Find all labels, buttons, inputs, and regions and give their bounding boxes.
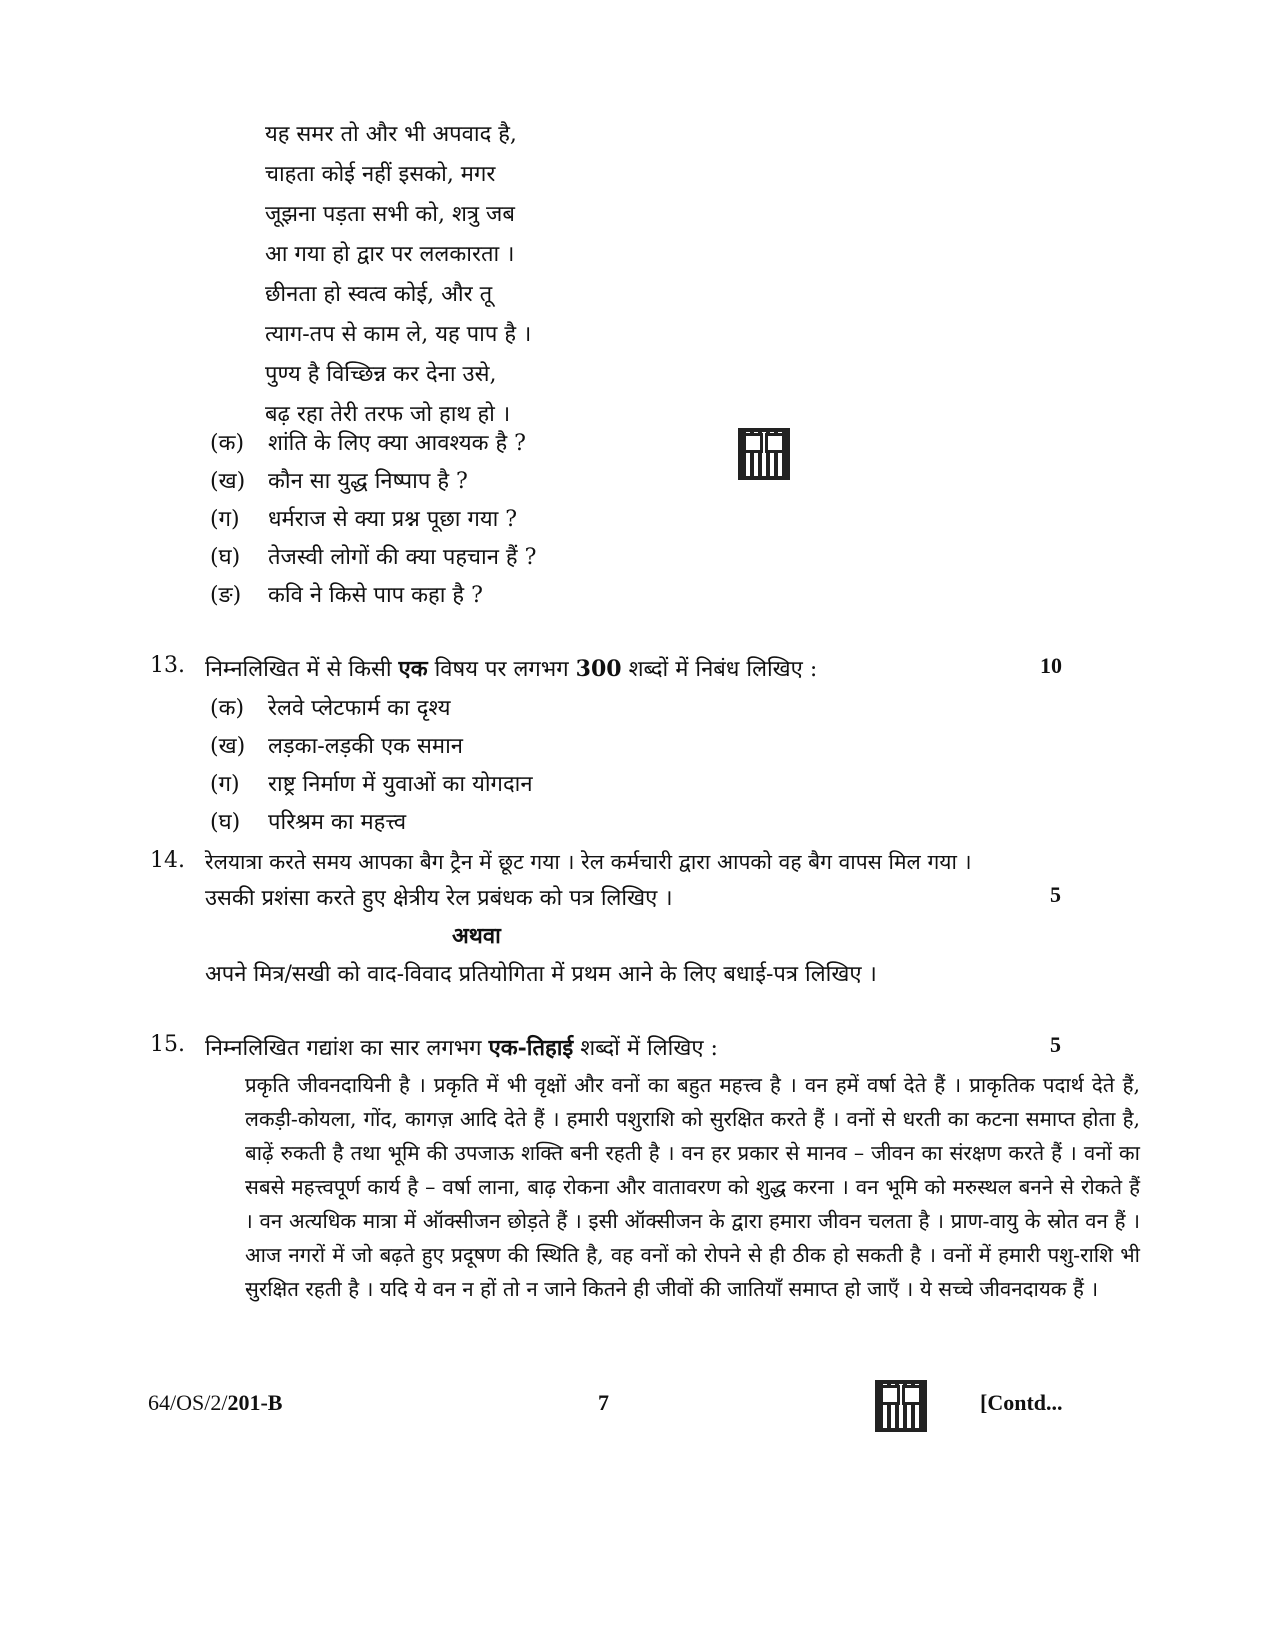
qr-code-icon: [738, 428, 790, 480]
poem-line: त्याग-तप से काम ले, यह पाप है ।: [265, 322, 532, 347]
poem-line: छीनता हो स्वत्व कोई, और तू: [265, 282, 493, 307]
q14-marks: 5: [1050, 882, 1061, 907]
subquestion: (ङ) कवि ने किसे पाप कहा है ?: [210, 583, 483, 608]
subquestion: (घ) तेजस्वी लोगों की क्या पहचान हैं ?: [210, 545, 537, 570]
q15-passage: प्रकृति जीवनदायिनी है । प्रकृति में भी वृक्षों और वनों का बहुत महत्त्व है । वन हमें वर्षा देते हैं । प्राकृतिक पदार्थ देते हैं, लकड़ी-कोयला, गोंद, कागज़ आदि देते हैं । हमारी पशुराशि को सुरक्षित करते हैं । वनों से धरती का कटना समाप्त होता है, बाढ़ें रुकती है तथा भूमि की उपजाऊ शक्ति बनी रहती है । वन हर प्रकार से मानव – जीवन का संरक्षण करते हैं । वनों का सबसे महत्त्वपूर्ण कार्य है – वर्षा लाना, बाढ़ रोकना और वातावरण को शुद्ध करना । वन भूमि को मरुस्थल बनने से रोकते हैं । वन अत्यधिक मात्रा में ऑक्सीजन छोड़ते हैं । इसी ऑक्सीजन के द्वारा हमारा जीवन चलता है । प्राण-वायु के स्रोत वन हैं । आज नगरों में जो बढ़ते हुए प्रदूषण की स्थिति है, वह वनों को रोपने से ही ठीक हो सकती है । वनों में हमारी पशु-राशि भी सुरक्षित रहती है । यदि ये वन न हों तो न जाने कितने ही जीवों की जातियाँ समाप्त हो जाएँ । ये सच्चे जीवनदायक हैं ।: [245, 1073, 1140, 1301]
subquestion: (ग) धर्मराज से क्या प्रश्न पूछा गया ?: [210, 507, 518, 532]
q15-number: 15.: [150, 1032, 185, 1057]
poem-line: चाहता कोई नहीं इसको, मगर: [265, 162, 496, 187]
essay-option: (ग) राष्ट्र निर्माण में युवाओं का योगदान: [210, 772, 533, 797]
essay-option: (घ) परिश्रम का महत्त्व: [210, 810, 407, 835]
or-separator: अथवा: [452, 923, 501, 949]
q13-marks: 10: [1040, 653, 1062, 678]
continued-marker: [Contd...: [980, 1390, 1063, 1415]
q14-line2: उसकी प्रशंसा करते हुए क्षेत्रीय रेल प्रबंधक को पत्र लिखिए ।: [205, 886, 673, 911]
poem-line: पुण्य है विच्छिन्न कर देना उसे,: [265, 362, 497, 387]
q14-alternative: अपने मित्र/सखी को वाद-विवाद प्रतियोगिता में प्रथम आने के लिए बधाई-पत्र लिखिए ।: [205, 962, 877, 987]
page-number: 7: [598, 1390, 609, 1415]
poem-line: यह समर तो और भी अपवाद है,: [265, 122, 517, 147]
q12-subquestions: [210, 425, 536, 615]
subquestion: (क) शांति के लिए क्या आवश्यक है ?: [210, 431, 526, 456]
q14-line1: रेलयात्रा करते समय आपका बैग ट्रैन में छूट गया । रेल कर्मचारी द्वारा आपको वह बैग वापस मिल गया ।: [205, 850, 972, 874]
q13-number: 13.: [150, 653, 185, 678]
essay-option: (ख) लड़का-लड़की एक समान: [210, 734, 463, 759]
poem-line: बढ़ रहा तेरी तरफ जो हाथ हो ।: [265, 402, 511, 427]
poem-line: आ गया हो द्वार पर ललकारता ।: [265, 242, 515, 267]
q15-prompt: निम्नलिखित गद्यांश का सार लगभग एक-तिहाई शब्दों में लिखिए :: [205, 1035, 718, 1061]
qr-code-icon: [875, 1380, 927, 1432]
paper-code: 64/OS/2/201-B: [148, 1390, 283, 1415]
q15-marks: 5: [1050, 1032, 1061, 1057]
q14-number: 14.: [150, 848, 185, 873]
poem-line: जूझना पड़ता सभी को, शत्रु जब: [265, 202, 515, 227]
essay-option: (क) रेलवे प्लेटफार्म का दृश्य: [210, 696, 451, 721]
q13-prompt: निम्नलिखित में से किसी एक विषय पर लगभग 300 शब्दों में निबंध लिखिए :: [205, 656, 818, 682]
poem-stanza: [265, 115, 531, 435]
q13-options: [210, 690, 533, 842]
subquestion: (ख) कौन सा युद्ध निष्पाप है ?: [210, 469, 468, 494]
